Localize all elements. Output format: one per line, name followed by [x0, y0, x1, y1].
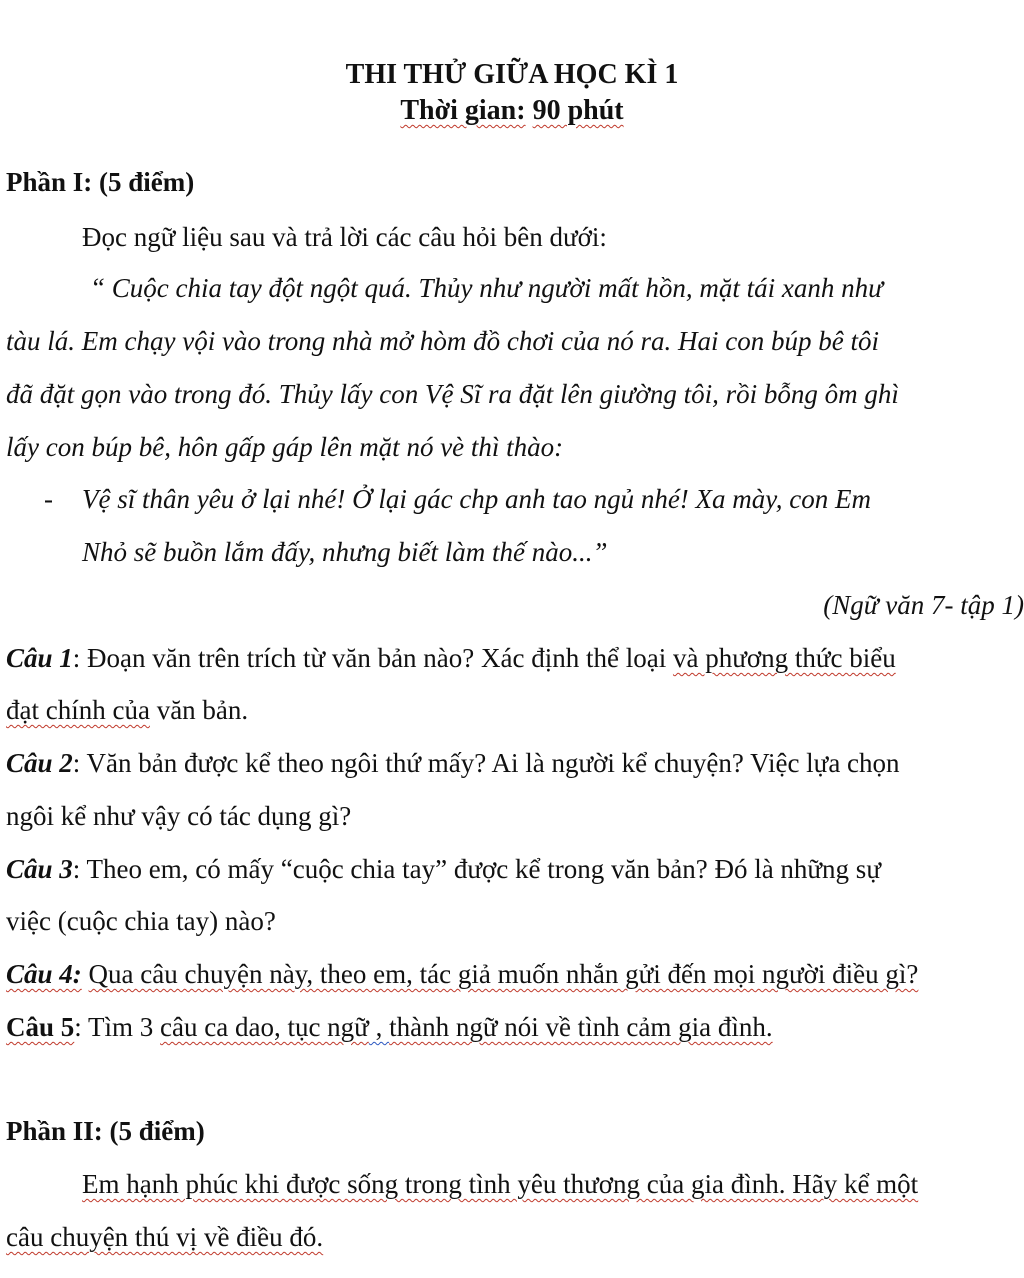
exam-time: [0, 94, 1024, 128]
passage-line: đã đặt gọn vào trong đó. Thủy lấy con Vệ Sĩ ra đặt lên giường tôi, rồi bỗng ôm ghì: [6, 379, 899, 409]
part2-prompt-line: Em hạnh phúc khi được sống trong tình yêu thương của gia đình. Hãy kể một: [82, 1169, 919, 1199]
question-3-text: : Theo em, có mấy “cuộc chia tay” được kể trong văn bản? Đó là những sự: [72, 854, 881, 884]
question-1-text-a: : Đoạn văn trên trích từ văn bản nào? Xác định thể loại: [72, 643, 673, 673]
question-1: [6, 641, 896, 675]
question-5-label: Câu 5: [6, 1012, 75, 1042]
question-2: [6, 746, 900, 780]
passage-line: lấy con búp bê, hôn gấp gáp lên mặt nó vè thì thào:: [6, 432, 564, 462]
question-4-label: Câu 4:: [6, 959, 82, 989]
time-value: 90 phút: [532, 95, 624, 126]
passage-line: “ Cuộc chia tay đột ngột quá. Thủy như người mất hồn, mặt tái xanh như: [90, 273, 883, 303]
question-1-text-b: và phương thức biểu: [672, 643, 896, 673]
part2-prompt-line: câu chuyện thú vị về điều đó.: [6, 1222, 324, 1252]
question-5-text-d: thành ngữ nói về tình cảm gia đình.: [389, 1012, 773, 1042]
question-4-text: Qua câu chuyện này, theo em, tác giả muốn nhắn gửi đến mọi người điều gì?: [88, 959, 919, 989]
question-1-cont: [6, 693, 248, 727]
part2-heading: Phần II: (5 điểm): [6, 1116, 205, 1146]
passage-source: (Ngữ văn 7- tập 1): [823, 590, 1024, 620]
question-5-text-b: câu ca dao, tục ngữ: [160, 1012, 369, 1042]
question-3-label: Câu 3: [6, 854, 73, 884]
passage-line: tàu lá. Em chạy vội vào trong nhà mở hòm đồ chơi của nó ra. Hai con búp bê tôi: [6, 326, 879, 356]
dialogue-dash: -: [44, 484, 53, 514]
question-1-text-c: đạt chính của: [6, 695, 150, 725]
dialogue-line: Vệ sĩ thân yêu ở lại nhé! Ở lại gác chp anh tao ngủ nhé! Xa mày, con Em: [82, 484, 871, 514]
question-3-cont: việc (cuộc chia tay) nào?: [6, 906, 276, 936]
page-title: THI THỬ GIỮA HỌC KÌ 1: [345, 59, 679, 90]
part1-instruction: Đọc ngữ liệu sau và trả lời các câu hỏi bên dưới:: [82, 222, 607, 252]
question-4: [6, 957, 918, 991]
question-2-cont: ngôi kể như vậy có tác dụng gì?: [6, 801, 352, 831]
question-3: [6, 852, 881, 886]
question-5-text-a: : Tìm 3: [74, 1012, 161, 1042]
question-5-text-c: ,: [368, 1012, 390, 1042]
question-2-text: : Văn bản được kể theo ngôi thứ mấy? Ai là người kể chuyện? Việc lựa chọn: [72, 748, 900, 778]
question-1-text-d: văn bản.: [149, 695, 249, 725]
question-5: [6, 1010, 773, 1044]
question-2-label: Câu 2: [6, 748, 73, 778]
part1-heading: Phần I: (5 điểm): [6, 167, 195, 197]
question-1-label: Câu 1: [6, 643, 73, 673]
time-label: Thời gian:: [400, 95, 526, 126]
dialogue-line: Nhỏ sẽ buồn lắm đấy, nhưng biết làm thế nào...”: [82, 537, 608, 567]
